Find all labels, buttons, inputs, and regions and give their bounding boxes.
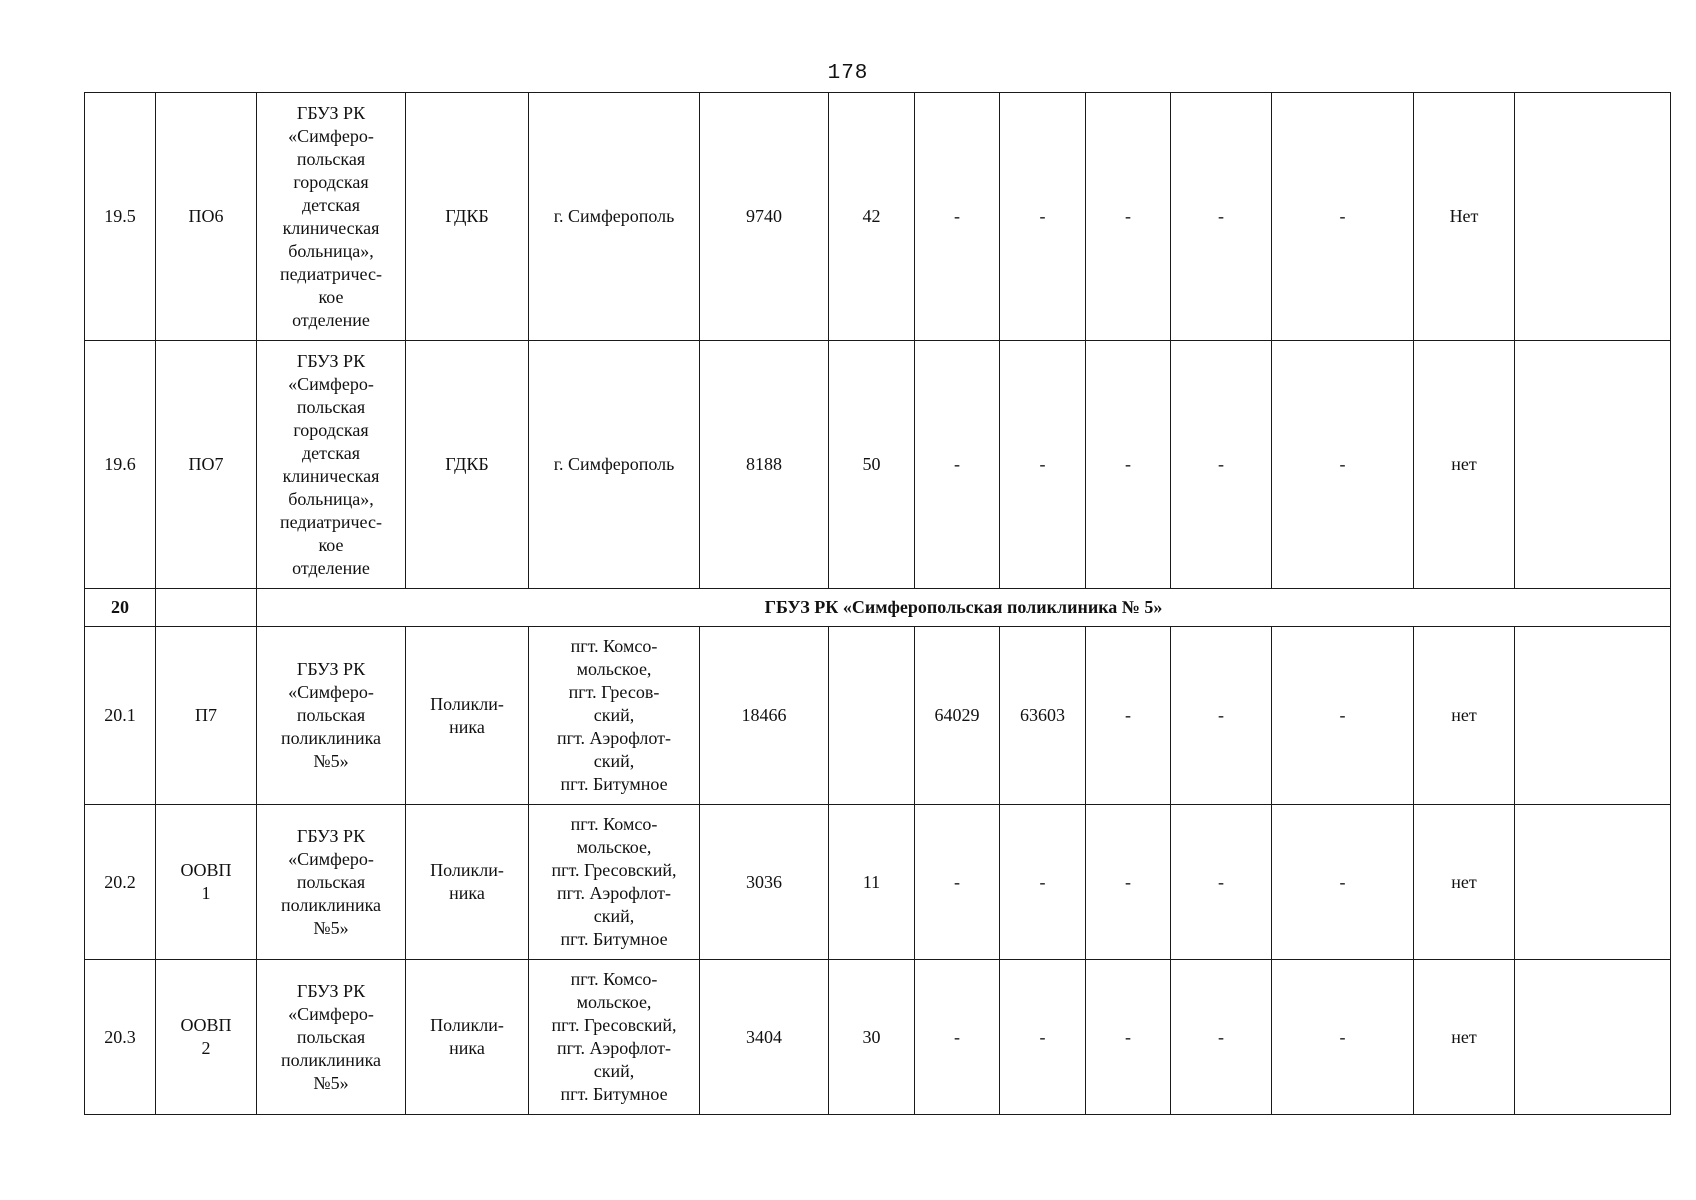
table-row xyxy=(85,627,1671,805)
table-cell: 11 xyxy=(829,805,915,960)
table-cell: - xyxy=(1171,805,1272,960)
table-cell xyxy=(1515,805,1671,960)
table-cell xyxy=(1515,960,1671,1115)
table-cell: - xyxy=(1272,93,1414,341)
table-cell: - xyxy=(1000,341,1086,589)
location: г. Симферополь xyxy=(529,341,700,589)
table-cell xyxy=(1515,341,1671,589)
table-row xyxy=(85,93,1671,341)
organization-name: ГБУЗ РК «Симферо- польская поликлиника №5» xyxy=(257,627,406,805)
group-header-row xyxy=(85,589,1671,627)
table-cell: - xyxy=(1171,627,1272,805)
table-cell: - xyxy=(1000,93,1086,341)
table-cell: 8188 xyxy=(700,341,829,589)
location: г. Симферополь xyxy=(529,93,700,341)
table-cell: Нет xyxy=(1414,93,1515,341)
table-cell: 64029 xyxy=(915,627,1000,805)
row-number: 20.3 xyxy=(85,960,156,1115)
table-cell: 3404 xyxy=(700,960,829,1115)
table-row xyxy=(85,341,1671,589)
row-number: 19.5 xyxy=(85,93,156,341)
table-cell: - xyxy=(1272,341,1414,589)
table-cell: 30 xyxy=(829,960,915,1115)
table-cell: - xyxy=(1086,93,1171,341)
table-cell: 3036 xyxy=(700,805,829,960)
organization-name: ГБУЗ РК «Симферо- польская городская детская клиническая больница», педиатричес- кое отделение xyxy=(257,93,406,341)
table-cell: 50 xyxy=(829,341,915,589)
table-cell: - xyxy=(1171,341,1272,589)
facility-type: ГДКБ xyxy=(406,93,529,341)
row-number: 20.1 xyxy=(85,627,156,805)
facility-type: Поликли- ника xyxy=(406,627,529,805)
table-cell: - xyxy=(1171,960,1272,1115)
facilities-table xyxy=(84,92,1671,1115)
organization-name: ГБУЗ РК «Симферо- польская поликлиника №5» xyxy=(257,960,406,1115)
organization-name: ГБУЗ РК «Симферо- польская поликлиника №5» xyxy=(257,805,406,960)
table-cell: - xyxy=(1000,960,1086,1115)
table-cell: нет xyxy=(1414,627,1515,805)
table-cell: 42 xyxy=(829,93,915,341)
table-cell xyxy=(156,589,257,627)
organization-name: ГБУЗ РК «Симферо- польская городская детская клиническая больница», педиатричес- кое отделение xyxy=(257,341,406,589)
location: пгт. Комсо- мольское, пгт. Гресов- ский, пгт. Аэрофлот- ский, пгт. Битумное xyxy=(529,627,700,805)
table-cell: 63603 xyxy=(1000,627,1086,805)
page-number: 178 xyxy=(827,62,869,85)
table-cell: нет xyxy=(1414,341,1515,589)
table-cell: - xyxy=(1086,627,1171,805)
table-cell: - xyxy=(1272,960,1414,1115)
table-cell: - xyxy=(915,960,1000,1115)
table-row xyxy=(85,960,1671,1115)
facility-type: Поликли- ника xyxy=(406,805,529,960)
table-cell: - xyxy=(1086,341,1171,589)
table-cell xyxy=(1515,93,1671,341)
facility-code: ПО6 xyxy=(156,93,257,341)
table-cell: - xyxy=(915,93,1000,341)
facility-type: Поликли- ника xyxy=(406,960,529,1115)
table-cell: - xyxy=(1272,805,1414,960)
table-cell: - xyxy=(915,341,1000,589)
table-cell: - xyxy=(915,805,1000,960)
table-cell: нет xyxy=(1414,960,1515,1115)
table-cell: - xyxy=(1171,93,1272,341)
group-number: 20 xyxy=(85,589,156,627)
table-cell: нет xyxy=(1414,805,1515,960)
table-cell: - xyxy=(1000,805,1086,960)
facility-code: ООВП 2 xyxy=(156,960,257,1115)
location: пгт. Комсо- мольское, пгт. Гресовский, пгт. Аэрофлот- ский, пгт. Битумное xyxy=(529,805,700,960)
facility-type: ГДКБ xyxy=(406,341,529,589)
table-cell xyxy=(829,627,915,805)
facility-code: ООВП 1 xyxy=(156,805,257,960)
table-cell: 9740 xyxy=(700,93,829,341)
table-cell: - xyxy=(1086,960,1171,1115)
location: пгт. Комсо- мольское, пгт. Гресовский, пгт. Аэрофлот- ский, пгт. Битумное xyxy=(529,960,700,1115)
row-number: 19.6 xyxy=(85,341,156,589)
facility-code: ПО7 xyxy=(156,341,257,589)
table-cell: 18466 xyxy=(700,627,829,805)
table-cell xyxy=(1515,627,1671,805)
table-cell: - xyxy=(1086,805,1171,960)
table-row xyxy=(85,805,1671,960)
group-title: ГБУЗ РК «Симферопольская поликлиника № 5» xyxy=(257,589,1671,627)
row-number: 20.2 xyxy=(85,805,156,960)
facility-code: П7 xyxy=(156,627,257,805)
table-cell: - xyxy=(1272,627,1414,805)
